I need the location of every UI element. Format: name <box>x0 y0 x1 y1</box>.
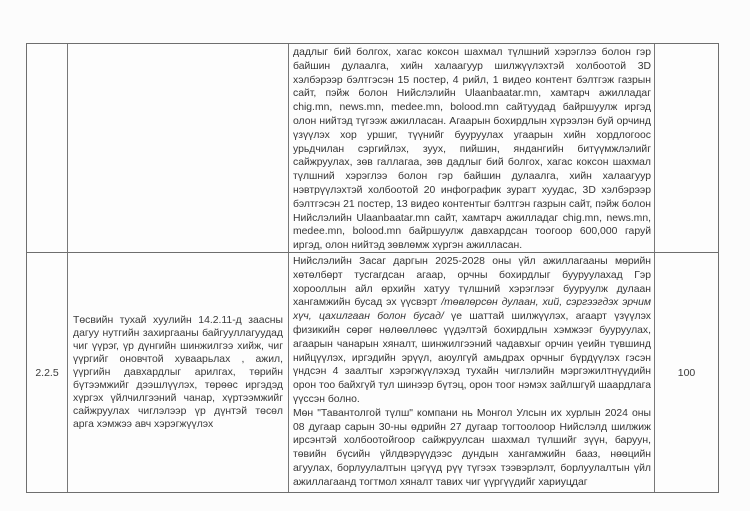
italic-clause: /төвлөрсөн дулаан, хий, сэргээгдэх эрчим хүч, цахилгаан болон бусад/ <box>293 297 651 323</box>
paragraph-segment-normal: үе шаттай шилжүүлэх, агаарт үзүүлэх физикийн сөрөг нөлөөллөөс үүдэлтэй бохирдлын хэмжээг бууруулах, агаарын чанарын хяналт, шинжилгээний чадавхыг орчин үеийн түвшинд нийцүүлэх, иргэдийн эрүүл, аюулгүй амьдрах орчныг бүрдүүлэх гэсэн үндсэн 4 заалтыг хэрэгжүүлэхэд тухайн чиглэлийн мэргэжилтнүүдийн орон тоо байхгүй тул шинээр бүтэц, орон тоог нэмэх зайлшгүй шаардлага үүссэн болно. <box>293 311 652 405</box>
cell-objective-continuation <box>68 44 289 253</box>
score-value: 100 <box>677 366 696 379</box>
cell-implementation-2-2-5 <box>289 253 655 492</box>
implementation-paragraph-1 <box>293 255 651 407</box>
cell-objective-2-2-5 <box>68 253 289 492</box>
implementation-paragraph: дадлыг бий болгох, хагас коксон шахмал түлшний хэрэглээ болон гэр байшин дулаалга, хийн халаагуур шилжүүлэхтэй холбоотой 3D хэлбэрээр бэлтгэсэн 15 постер, 4 рийл, 1 видео контент бэлтгэж газрын сайт, пэйж болон Нийслэлийн Ulaanbaatar.mn, хамтарч ажилладаг chig.mn, news.mn, medee.mn, bolood.mn сайтуудад байршуулж иргэд олон нийтэд түгээж ажилласан. Агаарын бохирдлын хүрээлэн буй орчинд үзүүлэх хор уршиг, түүнийг бууруулах угаарын хийн хордлогоос урьдчилан сэргийлэх, зуух, пийшин, яндангийн битүүмжлэлийг сайжруулах, зөв галлагаа, зөв дадлыг бий болгох, хагас коксон шахмал түлшний хэрэглээ болон гэр байшин дулаалга, хийн халаагуур нэвтрүүлэхтэй холбоотой 20 инфографик зурагт хуудас, 3D хэлбэрээр бэлтгэсэн 21 постер, 13 видео контентыг бэлтгэн газрын сайт, пэйж болон Нийслэлийн Ulaanbaatar.mn сайт, хамтарч ажилладаг chig.mn, news.mn, medee.mn, bolood.mn байршуулж давхардсан тоогоор 600,000 гаруй иргэд, олон нийтэд зөвлөмж хүргэн ажилласан. <box>293 47 651 252</box>
objective-text: Төсвийн тухай хуулийн 14.2.11-д заасны дагуу нутгийн захиргааны байгууллагуудад чиг үүрэг, үр дүнгийн шинжилгээ хийж, чиг үүргийг оновчтой хуваарьлах , ажил, үүргийн давхардлыг арилгах, төрийн бүтээмжийг дээшлүүлэх, төрөөс иргэдэд хүргэх үйлчилгээний чанар, хүртээмжийг сайжруулах чиглэлээр үр дүнтэй төсөл арга хэмжээ авч хэрэгжүүлэх <box>73 314 283 431</box>
results-table <box>26 43 719 493</box>
implementation-text <box>293 255 651 490</box>
cell-score-2-2-5 <box>655 253 718 492</box>
cell-index-2-2-5 <box>27 253 68 492</box>
cell-index-continuation <box>27 44 68 253</box>
paragraph-segment-normal: Нийслэлийн Засаг даргын 2025-2028 оны үйл ажиллагааны мөрийн хөтөлбөрт тусгагдсан агаар, орчны бохирдлыг бууруулахад Гэр хорооллын айл өрхийн хатуу түлшний хэрэглээг бууруулж дулаан хангамжийн бусад эх үүсвэрт <box>293 256 651 309</box>
cell-score-continuation <box>655 44 718 253</box>
cell-implementation-continuation <box>289 44 655 253</box>
implementation-text <box>293 46 651 253</box>
index-label: 2.2.5 <box>35 366 59 379</box>
implementation-paragraph-2: Мөн "Тавантолгой түлш" компани нь Монгол Улсын их хурлын 2024 оны 08 дугаар сарын 30-ны өдрийн 27 дугаар тогтоолоор Нийслэлд шилжиж ирсэнтэй холбоотойгоор сайжруулсан шахмал түлшийг зүүн, баруун, төвийн бүсийн үйлдвэрүүдээс дундын хангамжийн бааз, нөөцийн агуулах, борлуулалтын цэгүүд рүү түгээх тээвэрлэлт, борлуулалтын үйл ажиллагаанд тогтмол хяналт тавих чиг үүргүүдийг хариуцдаг <box>293 407 651 488</box>
